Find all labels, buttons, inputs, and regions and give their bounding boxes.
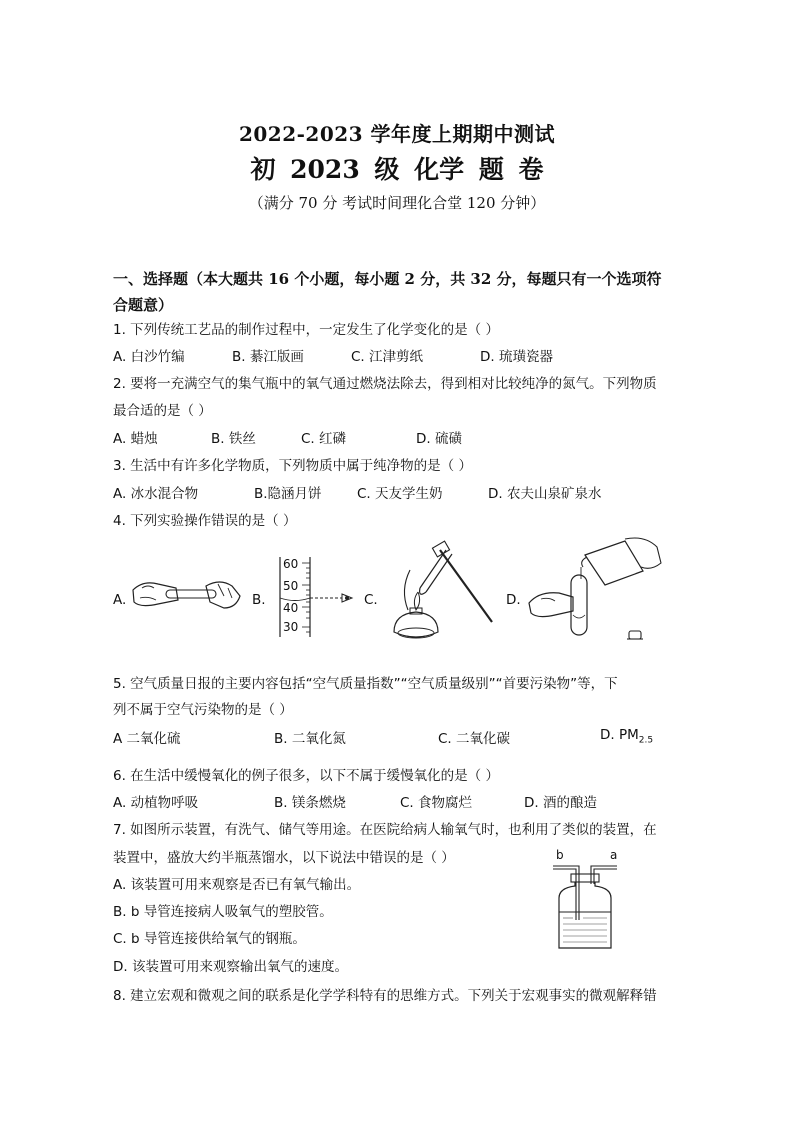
q1-option-b: B. 綦江版画 [232,349,304,365]
q2-stem-cont: 最合适的是（ ） [113,403,212,419]
q7-option-d: D. 该装置可用来观察输出氧气的速度。 [113,959,348,975]
q1-option-c: C. 江津剪纸 [351,349,424,365]
q7-option-b: B. b 导管连接病人吸氧气的塑胶管。 [113,904,333,920]
section-heading-cont: 合题意） [113,296,174,314]
q3-option-b: B.隐涵月饼 [254,486,322,502]
q5-option-b: B. 二氧化氮 [274,731,346,747]
exam-subtitle: 初 2023 级 化学 题 卷 [250,155,544,184]
q5-stem-cont: 列不属于空气污染物的是（ ） [113,702,293,718]
tube-label-a: a [610,848,618,862]
section-heading: 一、选择题（本大题共 16 个小题，每小题 2 分，共 32 分，每题只有一个选项符 [113,270,662,288]
fig-a-test-tube-hands [128,570,248,620]
q2-stem: 2. 要将一充满空气的集气瓶中的氧气通过燃烧法除去，得到相对比较纯净的氮气。下列物质 [113,376,657,392]
q6-option-b: B. 镁条燃烧 [274,795,346,811]
exam-title: 2022-2023 学年度上期期中测试 [238,122,556,146]
q3-option-a: A. 冰水混合物 [113,486,199,502]
q4-label-b: B. [252,592,266,608]
q5-option-a: A 二氧化硫 [113,731,181,747]
tube-label-b: b [556,848,564,862]
q7-option-c: C. b 导管连接供给氧气的钢瓶。 [113,931,306,947]
q3-option-d: D. 农夫山泉矿泉水 [488,486,602,502]
q2-option-a: A. 蜡烛 [113,431,158,447]
fig-c-heating-apparatus [380,540,500,650]
q4-label-d: D. [506,592,521,608]
q6-stem: 6. 在生活中缓慢氧化的例子很多，以下不属于缓慢氧化的是（ ） [113,768,499,784]
pm-subscript: 2.5 [638,735,654,746]
tick-40: 40 [283,601,299,615]
q6-option-a: A. 动植物呼吸 [113,795,199,811]
q6-option-c: C. 食物腐烂 [400,795,473,811]
q8-stem: 8. 建立宏观和微观之间的联系是化学学科特有的思维方式。下列关于宏观事实的微观解释错 [113,988,657,1004]
q3-option-c: C. 天友学生奶 [357,486,443,502]
fig-gas-washing-bottle [545,860,625,952]
q1-option-d: D. 琉璜瓷器 [480,349,553,365]
tick-60: 60 [283,557,299,571]
tick-50: 50 [283,579,299,593]
exam-info: （满分 70 分 考试时间理化合堂 120 分钟） [248,194,546,212]
q3-stem: 3. 生活中有许多化学物质，下列物质中属于纯净物的是（ ） [113,458,472,474]
q2-option-d: D. 硫磺 [416,431,462,447]
q5-option-d: D. $PM_{2.5}$ [600,727,654,746]
q7-stem-cont: 装置中，盛放大约半瓶蒸馏水，以下说法中错误的是（ ） [113,850,455,866]
q7-option-a: A. 该装置可用来观察是否已有氧气输出。 [113,877,361,893]
fig-d-pouring-liquid [525,535,675,645]
q7-stem: 7. 如图所示装置，有洗气、储气等用途。在医院给病人输氧气时，也利用了类似的装置，在 [113,822,657,838]
q1-option-a: A. 白沙竹编 [113,349,185,365]
q4-label-c: C. [364,592,378,608]
q5-stem: 5. 空气质量日报的主要内容包括“空气质量指数”“空气质量级别”“首要污染物”等，下 [113,676,618,692]
q4-label-a: A. [113,592,127,608]
tick-30: 30 [283,620,299,634]
q1-stem: 1. 下列传统工艺品的制作过程中，一定发生了化学变化的是（ ） [113,322,499,338]
q2-option-b: B. 铁丝 [211,431,256,447]
q5-option-c: C. 二氧化碳 [438,731,511,747]
q4-stem: 4. 下列实验操作错误的是（ ） [113,513,297,529]
q6-option-d: D. 酒的酿造 [524,795,597,811]
q2-option-c: C. 红磷 [301,431,347,447]
